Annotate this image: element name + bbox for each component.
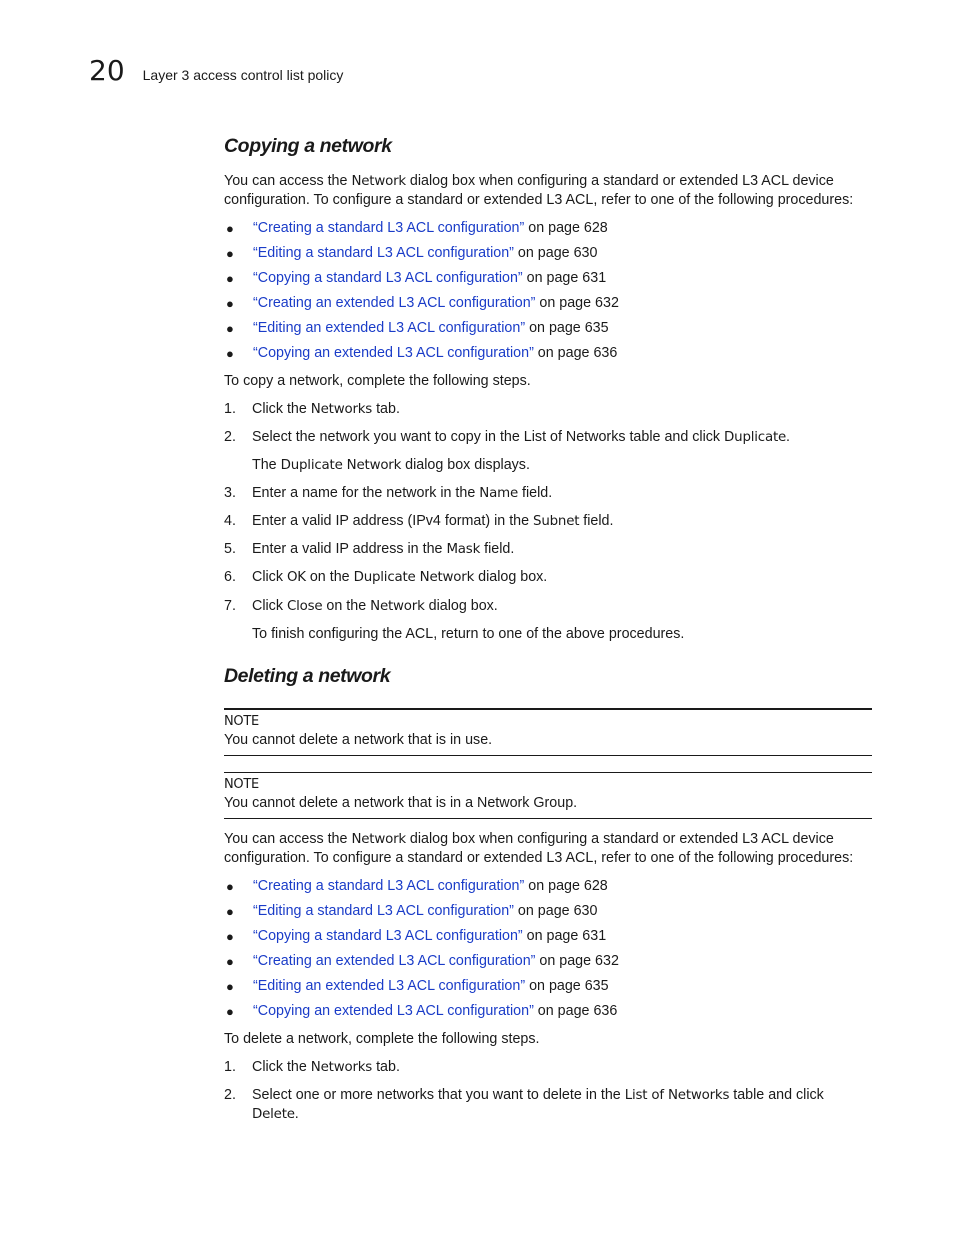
step-item: 1. Click the Networks tab. [224,401,400,417]
note-box [224,772,872,819]
section-heading-delete: Deleting a network [224,665,391,687]
list-item: ● “Editing an extended L3 ACL configuration” on page 635 [226,978,609,994]
link-creating-standard[interactable]: “Creating a standard L3 ACL configuration” [253,220,525,236]
chapter-number: 20 [89,54,125,87]
bullet-icon: ● [226,879,234,894]
list-item: ● “Copying a standard L3 ACL configuration” on page 631 [226,270,607,286]
bullet-icon: ● [226,221,234,236]
delete-steps [224,1058,872,1124]
list-item: ● “Creating a standard L3 ACL configuration” on page 628 [226,878,608,894]
bullet-icon: ● [226,954,234,969]
delete-intro: You can access the Network dialog box when configuring a standard or extended L3 ACL device configuration. To configure a standard or extended L3 ACL, refer to one of the following procedures: [224,831,854,866]
bullet-icon: ● [226,929,234,944]
step-item: 3. Enter a name for the network in the Name field. [224,485,553,501]
link-editing-extended[interactable]: “Editing an extended L3 ACL configuration” [253,978,526,994]
chapter-title: Layer 3 access control list policy [142,67,344,83]
page-header [89,56,343,86]
step-item: 7. Click Close on the Network dialog box. [224,598,498,614]
link-copying-extended[interactable]: “Copying an extended L3 ACL configuration” [253,345,534,361]
link-copying-standard[interactable]: “Copying a standard L3 ACL configuration” [253,928,523,944]
step-note: To finish configuring the ACL, return to one of the above procedures. [252,626,685,642]
list-item: ● “Editing a standard L3 ACL configuration” on page 630 [226,245,598,261]
link-creating-standard[interactable]: “Creating a standard L3 ACL configuration” [253,878,525,894]
list-item: ● “Copying a standard L3 ACL configuration” on page 631 [226,928,607,944]
delete-procedure-links [224,877,872,1027]
list-item: ● “Creating an extended L3 ACL configuration” on page 632 [226,295,619,311]
link-editing-extended[interactable]: “Editing an extended L3 ACL configuration” [253,320,526,336]
copy-procedure-links [224,219,872,369]
link-editing-standard[interactable]: “Editing a standard L3 ACL configuration” [253,903,514,919]
step-item: 5. Enter a valid IP address in the Mask field. [224,541,515,557]
step-item: 1. Click the Networks tab. [224,1059,400,1075]
note-text: You cannot delete a network that is in a Network Group. [224,795,578,811]
step-item: 4. Enter a valid IP address (IPv4 format) in the Subnet field. [224,513,614,529]
list-item: ● “Editing a standard L3 ACL configuration” on page 630 [226,903,598,919]
list-item: ● “Creating an extended L3 ACL configuration” on page 632 [226,953,619,969]
note-text: You cannot delete a network that is in use. [224,732,493,748]
link-copying-standard[interactable]: “Copying a standard L3 ACL configuration” [253,270,523,286]
copy-steps [224,400,872,644]
delete-section [224,664,872,1124]
step-item: 2. Select one or more networks that you want to delete in the List of Networks table and click Delete. [224,1087,824,1122]
link-creating-extended[interactable]: “Creating an extended L3 ACL configuration” [253,295,536,311]
note-title: NOTE [224,777,259,792]
copy-section [224,134,872,644]
list-item: ● “Editing an extended L3 ACL configuration” on page 635 [226,320,609,336]
list-item: ● “Copying an extended L3 ACL configuration” on page 636 [226,345,618,361]
step-note: The Duplicate Network dialog box displays. [252,457,530,473]
bullet-icon: ● [226,246,234,261]
link-creating-extended[interactable]: “Creating an extended L3 ACL configuration” [253,953,536,969]
bullet-icon: ● [226,979,234,994]
bullet-icon: ● [226,296,234,311]
link-copying-extended[interactable]: “Copying an extended L3 ACL configuration” [253,1003,534,1019]
copy-steps-intro: To copy a network, complete the following steps. [224,373,531,389]
note-title: NOTE [224,714,259,729]
section-heading-copy: Copying a network [224,135,392,157]
bullet-icon: ● [226,1004,234,1019]
note-box [224,708,872,756]
copy-intro: You can access the Network dialog box when configuring a standard or extended L3 ACL device configuration. To configure a standard or extended L3 ACL, refer to one of the following procedures: [224,173,854,208]
step-item: 6. Click OK on the Duplicate Network dialog box. [224,569,548,585]
bullet-icon: ● [226,346,234,361]
bullet-icon: ● [226,321,234,336]
step-item: 2. Select the network you want to copy in the List of Networks table and click Duplicate. [224,429,791,445]
delete-steps-intro: To delete a network, complete the following steps. [224,1031,540,1047]
list-item: ● “Copying an extended L3 ACL configuration” on page 636 [226,1003,618,1019]
bullet-icon: ● [226,904,234,919]
link-editing-standard[interactable]: “Editing a standard L3 ACL configuration” [253,245,514,261]
bullet-icon: ● [226,271,234,286]
list-item: ● “Creating a standard L3 ACL configuration” on page 628 [226,220,608,236]
